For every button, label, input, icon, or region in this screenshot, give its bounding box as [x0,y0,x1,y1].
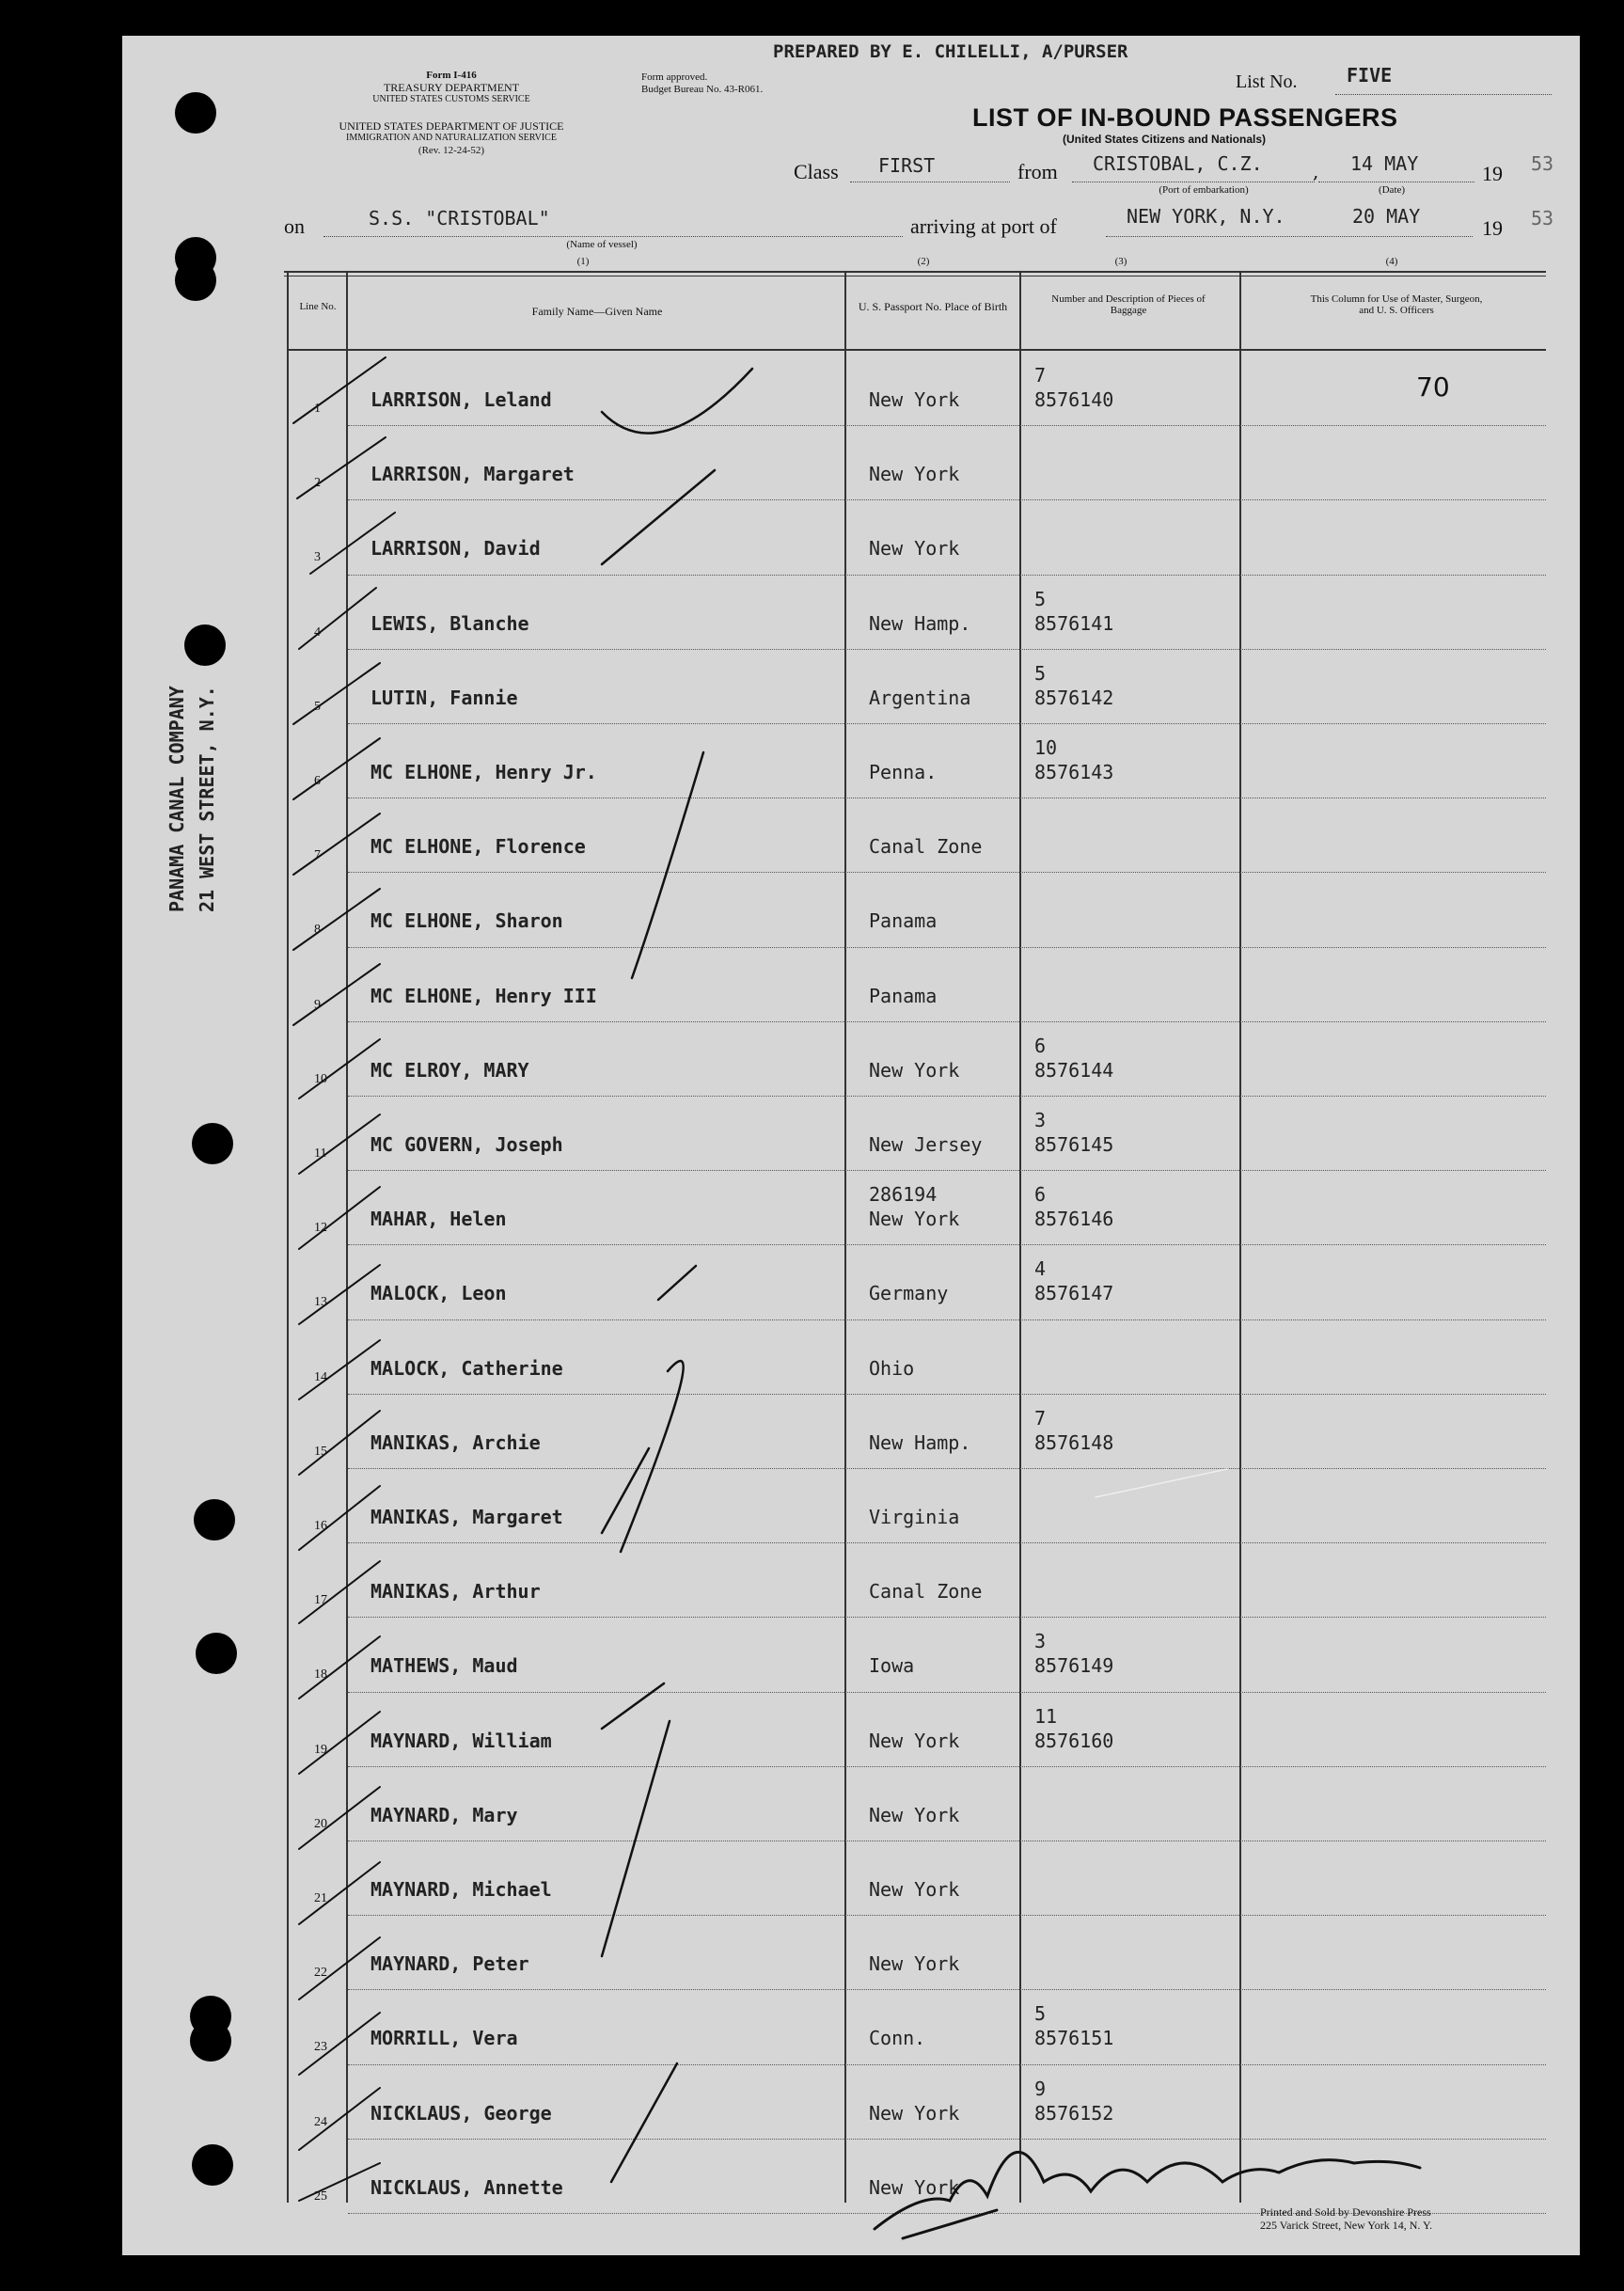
list-no-value: FIVE [1347,64,1393,87]
treasury-dept: TREASURY DEPARTMENT [383,81,520,94]
passenger-name: MAYNARD, William [371,1730,552,1752]
baggage-number: 8576152 [1034,2102,1114,2125]
baggage-count: 6 [1034,1035,1047,1057]
line-number: 10 [314,1072,327,1086]
line-number: 20 [314,1817,327,1831]
passenger-name: LARRISON, David [371,537,541,560]
header-name: Family Name—Given Name [531,305,663,318]
year-prefix-2: 19 [1482,216,1503,240]
arriving-label: arriving at port of [910,214,1057,238]
place-of-birth: Penna. [869,761,938,783]
baggage-number: 8576145 [1034,1133,1114,1156]
col-num-3: (3) [1114,256,1127,267]
baggage-count: 9 [1034,2078,1047,2100]
passenger-name: MANIKAS, Margaret [371,1506,563,1528]
arriving-port: NEW YORK, N.Y. [1127,205,1285,228]
passenger-name: MC ELHONE, Florence [371,835,586,858]
comma-1: , [1313,160,1319,182]
place-of-birth: New York [869,463,960,485]
baggage-count: 10 [1034,736,1058,759]
passenger-name: MAYNARD, Mary [371,1804,518,1826]
baggage-number: 8576141 [1034,612,1114,635]
passenger-name: MC ELHONE, Henry III [371,985,597,1007]
place-of-birth: Panama [869,985,938,1007]
line-number: 14 [314,1370,327,1384]
passenger-name: MAYNARD, Peter [371,1952,529,1975]
baggage-number: 8576151 [1034,2027,1114,2049]
line-number: 18 [314,1667,327,1682]
col-num-1: (1) [576,256,590,267]
header-officers: This Column for Use of Master, Surgeon, and U. S. Officers [1310,293,1483,316]
baggage-count: 3 [1034,1109,1047,1131]
passenger-name: MORRILL, Vera [371,2027,518,2049]
class-label: Class [794,160,839,183]
line-number: 3 [314,550,321,564]
line-number: 15 [314,1445,327,1459]
line-number: 11 [314,1146,327,1161]
form-number: Form I-416 [426,70,477,81]
line-number: 23 [314,2040,327,2054]
customs-service: UNITED STATES CUSTOMS SERVICE [372,94,530,104]
place-of-birth: Germany [869,1282,949,1304]
place-of-birth: New York [869,2176,960,2199]
place-of-birth: New York [869,1804,960,1826]
place-of-birth: New Hamp. [869,612,971,635]
on-label: on [284,214,305,238]
port-embark-label: (Port of embarkation) [1159,184,1249,196]
revision: (Rev. 12-24-52) [418,145,485,156]
baggage-number: 8576140 [1034,388,1114,411]
passenger-name: MAHAR, Helen [371,1208,507,1230]
date-label: (Date) [1378,184,1406,196]
place-of-birth: New York [869,2102,960,2125]
passenger-name: LARRISON, Leland [371,388,552,411]
baggage-number: 8576148 [1034,1431,1114,1454]
line-number: 1 [314,402,321,416]
line-number: 12 [314,1221,327,1235]
line-number: 2 [314,476,321,490]
list-no-label: List No. [1236,71,1298,92]
line-number: 22 [314,1966,327,1980]
line-number: 7 [314,848,321,862]
passenger-name: MAYNARD, Michael [371,1878,552,1901]
place-of-birth: New York [869,1059,960,1082]
baggage-count: 7 [1034,1407,1047,1430]
passenger-name: MANIKAS, Archie [371,1431,541,1454]
baggage-count: 4 [1034,1257,1047,1280]
vessel-name: S.S. "CRISTOBAL" [369,207,550,229]
passenger-name: LARRISON, Margaret [371,463,575,485]
from-label: from [1017,160,1058,183]
immigration-service: IMMIGRATION AND NATURALIZATION SERVICE [346,133,557,143]
baggage-number: 8576149 [1034,1654,1114,1677]
place-of-birth: New York [869,388,960,411]
col-num-4: (4) [1385,256,1398,267]
baggage-count: 7 [1034,364,1047,387]
line-number: 25 [314,2189,327,2204]
place-of-birth: Canal Zone [869,1580,983,1603]
place-of-birth: Argentina [869,687,971,709]
line-number: 13 [314,1295,327,1309]
place-of-birth: New Jersey [869,1133,983,1156]
from-value: CRISTOBAL, C.Z. [1093,152,1263,175]
year-prefix-1: 19 [1482,162,1503,185]
line-number: 5 [314,700,321,714]
place-of-birth: Canal Zone [869,835,983,858]
place-of-birth: New York [869,1208,960,1230]
baggage-count: 3 [1034,1630,1047,1652]
header-line-no: Line No. [299,301,337,312]
place-of-birth: Ohio [869,1357,915,1380]
passenger-name: MALOCK, Catherine [371,1357,563,1380]
place-of-birth: New York [869,1878,960,1901]
place-of-birth: Iowa [869,1654,915,1677]
baggage-count: 6 [1034,1183,1047,1206]
place-of-birth: New York [869,1730,960,1752]
side-stamp-line2: 21 WEST STREET, N.Y. [196,686,218,912]
passenger-name: MALOCK, Leon [371,1282,507,1304]
line-number: 4 [314,625,321,640]
place-of-birth: New York [869,1952,960,1975]
passenger-name: MANIKAS, Arthur [371,1580,541,1603]
baggage-count: 11 [1034,1705,1058,1728]
place-of-birth: Virginia [869,1506,960,1528]
printer-line-2: 225 Varick Street, New York 14, N. Y. [1260,2219,1433,2232]
line-number: 9 [314,998,321,1012]
baggage-number: 8576146 [1034,1208,1114,1230]
passport-number: 286194 [869,1183,938,1206]
passenger-name: MC GOVERN, Joseph [371,1133,563,1156]
document-title: LIST OF IN-BOUND PASSENGERS [972,103,1398,132]
header-passport: U. S. Passport No. Place of Birth [858,300,1008,313]
baggage-count: 5 [1034,662,1047,685]
passenger-name: LEWIS, Blanche [371,612,529,635]
justice-dept: UNITED STATES DEPARTMENT OF JUSTICE [339,119,564,133]
vessel-label: (Name of vessel) [566,239,638,250]
place-of-birth: Panama [869,909,938,932]
place-of-birth: New Hamp. [869,1431,971,1454]
baggage-count: 5 [1034,588,1047,610]
arrive-date: 20 MAY [1352,205,1421,228]
baggage-number: 8576142 [1034,687,1114,709]
line-number: 19 [314,1743,327,1757]
officer-note: 70 [1416,371,1450,403]
header-baggage: Number and Description of Pieces of Baggage [1051,293,1206,316]
passenger-name: MATHEWS, Maud [371,1654,518,1677]
line-number: 16 [314,1519,327,1533]
place-of-birth: Conn. [869,2027,926,2049]
baggage-number: 8576147 [1034,1282,1114,1304]
side-stamp-line1: PANAMA CANAL COMPANY [166,686,188,912]
printer-line-1: Printed and Sold by Devonshire Press [1260,2205,1431,2219]
line-number: 21 [314,1891,327,1905]
embark-date: 14 MAY [1350,152,1419,175]
line-number: 6 [314,774,321,788]
class-value: FIRST [878,154,936,177]
place-of-birth: New York [869,537,960,560]
passenger-name: MC ELHONE, Henry Jr. [371,761,597,783]
year-1: 53 [1531,152,1554,175]
baggage-number: 8576160 [1034,1730,1114,1752]
line-number: 24 [314,2115,327,2129]
passenger-name: NICKLAUS, George [371,2102,552,2125]
passenger-name: MC ELHONE, Sharon [371,909,563,932]
passenger-name: LUTIN, Fannie [371,687,518,709]
document-subtitle: (United States Citizens and Nationals) [1062,133,1267,146]
line-number: 8 [314,923,321,937]
passenger-name: NICKLAUS, Annette [371,2176,563,2199]
line-number: 17 [314,1593,327,1607]
prepared-by: PREPARED BY E. CHILELLI, A/PURSER [773,41,1128,62]
baggage-number: 8576144 [1034,1059,1114,1082]
baggage-count: 5 [1034,2002,1047,2025]
baggage-number: 8576143 [1034,761,1114,783]
passenger-name: MC ELROY, MARY [371,1059,529,1082]
budget-bureau: Budget Bureau No. 43-R061. [641,84,764,95]
col-num-2: (2) [917,256,930,267]
year-2: 53 [1531,207,1554,229]
form-approved: Form approved. [641,71,708,83]
